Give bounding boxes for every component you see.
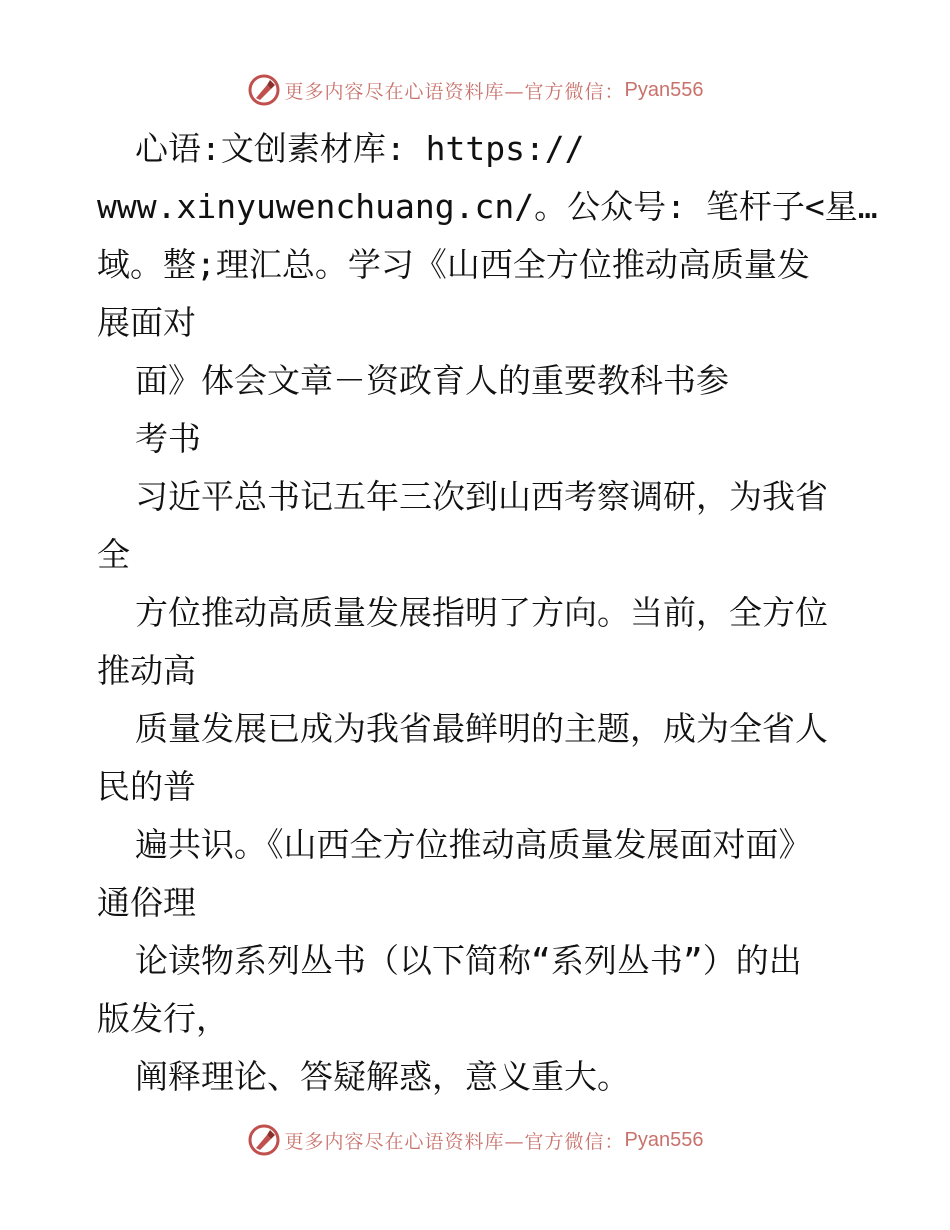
body-line: 通俗理 — [97, 883, 196, 922]
footer-wechat-id: Pyan556 — [624, 1128, 704, 1151]
body-line: 考书 — [135, 419, 201, 458]
body-line: 民的普 — [97, 767, 196, 806]
pen-nib-logo-icon — [247, 73, 281, 107]
body-line: 心语:文创素材库: https:// — [135, 129, 585, 168]
footer-banner — [0, 1120, 950, 1160]
body-line: 习近平总书记五年三次到山西考察调研，为我省 — [135, 477, 828, 516]
body-line: 面》体会文章－资政育人的重要教科书参 — [135, 361, 729, 400]
body-line: 域。整;理汇总。学习《山西全方位推动高质量发 — [97, 245, 810, 284]
header-banner — [0, 70, 950, 110]
body-line: www.xinyuwenchuang.cn/。公众号: 笔杆子<星… — [97, 187, 878, 226]
header-wechat-id: Pyan556 — [624, 78, 704, 101]
header-text: 更多内容尽在心语资料库—官方微信： — [284, 80, 625, 103]
pen-nib-logo-icon — [247, 1123, 281, 1157]
body-line: 展面对 — [97, 303, 196, 342]
body-line: 质量发展已成为我省最鲜明的主题，成为全省人 — [135, 709, 828, 748]
body-line: 遍共识。《山西全方位推动高质量发展面对面》 — [135, 825, 812, 864]
footer-text: 更多内容尽在心语资料库—官方微信： — [284, 1130, 625, 1153]
body-line: 推动高 — [97, 651, 196, 690]
body-line: 全 — [97, 535, 130, 574]
body-line: 论读物系列丛书（以下简称“系列丛书”）的出 — [135, 941, 802, 980]
body-line: 版发行， — [97, 999, 229, 1038]
body-line: 方位推动高质量发展指明了方向。当前，全方位 — [135, 593, 828, 632]
body-line: 阐释理论、答疑解惑，意义重大。 — [135, 1057, 630, 1096]
